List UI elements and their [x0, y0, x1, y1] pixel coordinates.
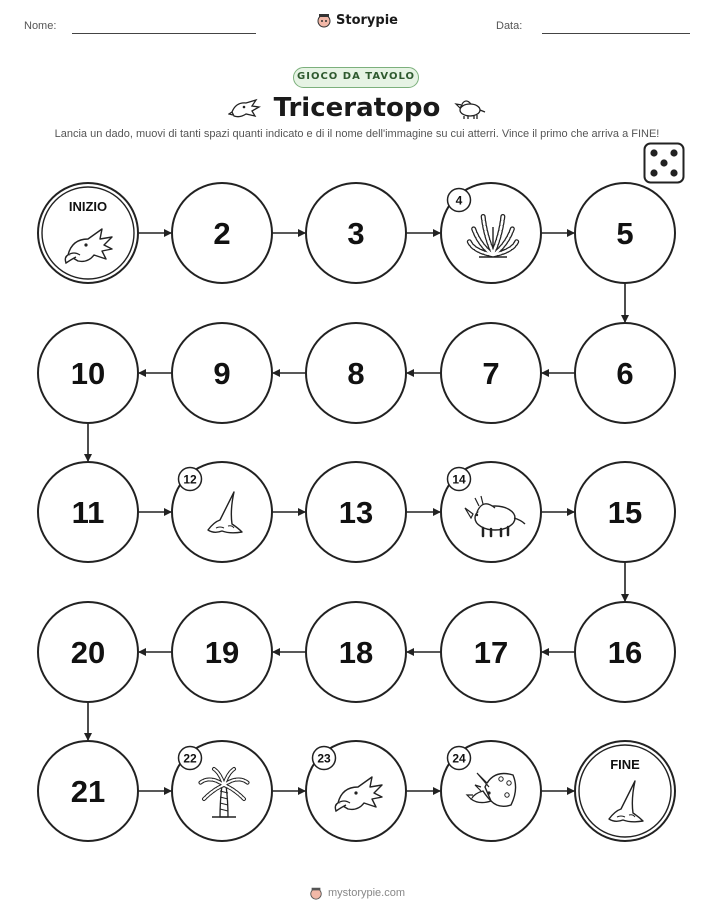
space-number: 15	[607, 495, 643, 530]
board-space-23	[306, 741, 406, 841]
board-space-8	[306, 323, 406, 423]
board-space-12	[172, 462, 272, 562]
space-number-badge: 12	[183, 472, 197, 487]
space-number-badge: 14	[452, 472, 466, 487]
board-space-6	[575, 323, 675, 423]
space-number: 9	[213, 356, 231, 391]
end-label: FINE	[610, 757, 640, 772]
page-title: Triceratopo	[273, 93, 441, 123]
space-number: 18	[338, 635, 374, 670]
date-label: Data:	[496, 20, 523, 32]
space-number: 7	[482, 356, 500, 391]
space-number: 21	[70, 774, 106, 809]
board-space-14	[441, 462, 541, 562]
start-label: INIZIO	[68, 199, 108, 214]
board-space-19	[172, 602, 272, 702]
space-number: 11	[71, 495, 105, 530]
space-number: 6	[616, 356, 634, 391]
board-space-20	[38, 602, 138, 702]
board-space-25	[575, 741, 675, 841]
name-label: Nome:	[24, 20, 57, 32]
space-number: 17	[473, 635, 509, 670]
space-number-badge: 22	[183, 751, 197, 766]
board-space-2	[172, 183, 272, 283]
category-badge: GIOCO DA TAVOLO	[293, 67, 419, 88]
space-number: 3	[347, 216, 365, 251]
brand-name: Storypie	[336, 12, 398, 28]
board-space-16	[575, 602, 675, 702]
board-space-9	[172, 323, 272, 423]
space-number: 10	[70, 356, 106, 391]
footer-url: mystorypie.com	[327, 887, 406, 899]
board-space-18	[306, 602, 406, 702]
board-space-1	[38, 183, 138, 283]
board-space-17	[441, 602, 541, 702]
board-space-5	[575, 183, 675, 283]
board-space-10	[38, 323, 138, 423]
space-number-badge: 4	[455, 193, 463, 208]
footer	[0, 886, 714, 900]
board-space-3	[306, 183, 406, 283]
instructions: Lancia un dado, muovi di tanti spazi quanti indicato e di il nome dell'immagine su cui atterri. Vince il primo che arriva a FINE!	[54, 128, 660, 140]
storypie-mascot-icon	[309, 886, 323, 900]
board-space-13	[306, 462, 406, 562]
space-number-badge: 24	[452, 751, 466, 766]
board-space-24	[441, 741, 541, 841]
space-number: 8	[347, 356, 365, 391]
space-number: 5	[616, 216, 634, 251]
space-number: 20	[70, 635, 106, 670]
board-space-7	[441, 323, 541, 423]
space-number-badge: 23	[317, 751, 331, 766]
space-number: 2	[213, 216, 231, 251]
space-number: 19	[204, 635, 240, 670]
board-space-11	[38, 462, 138, 562]
board-space-22	[172, 741, 272, 841]
board-space-15	[575, 462, 675, 562]
board-space-21	[38, 741, 138, 841]
board-space-4	[441, 183, 541, 283]
space-number: 16	[607, 635, 643, 670]
space-number: 13	[338, 495, 374, 530]
